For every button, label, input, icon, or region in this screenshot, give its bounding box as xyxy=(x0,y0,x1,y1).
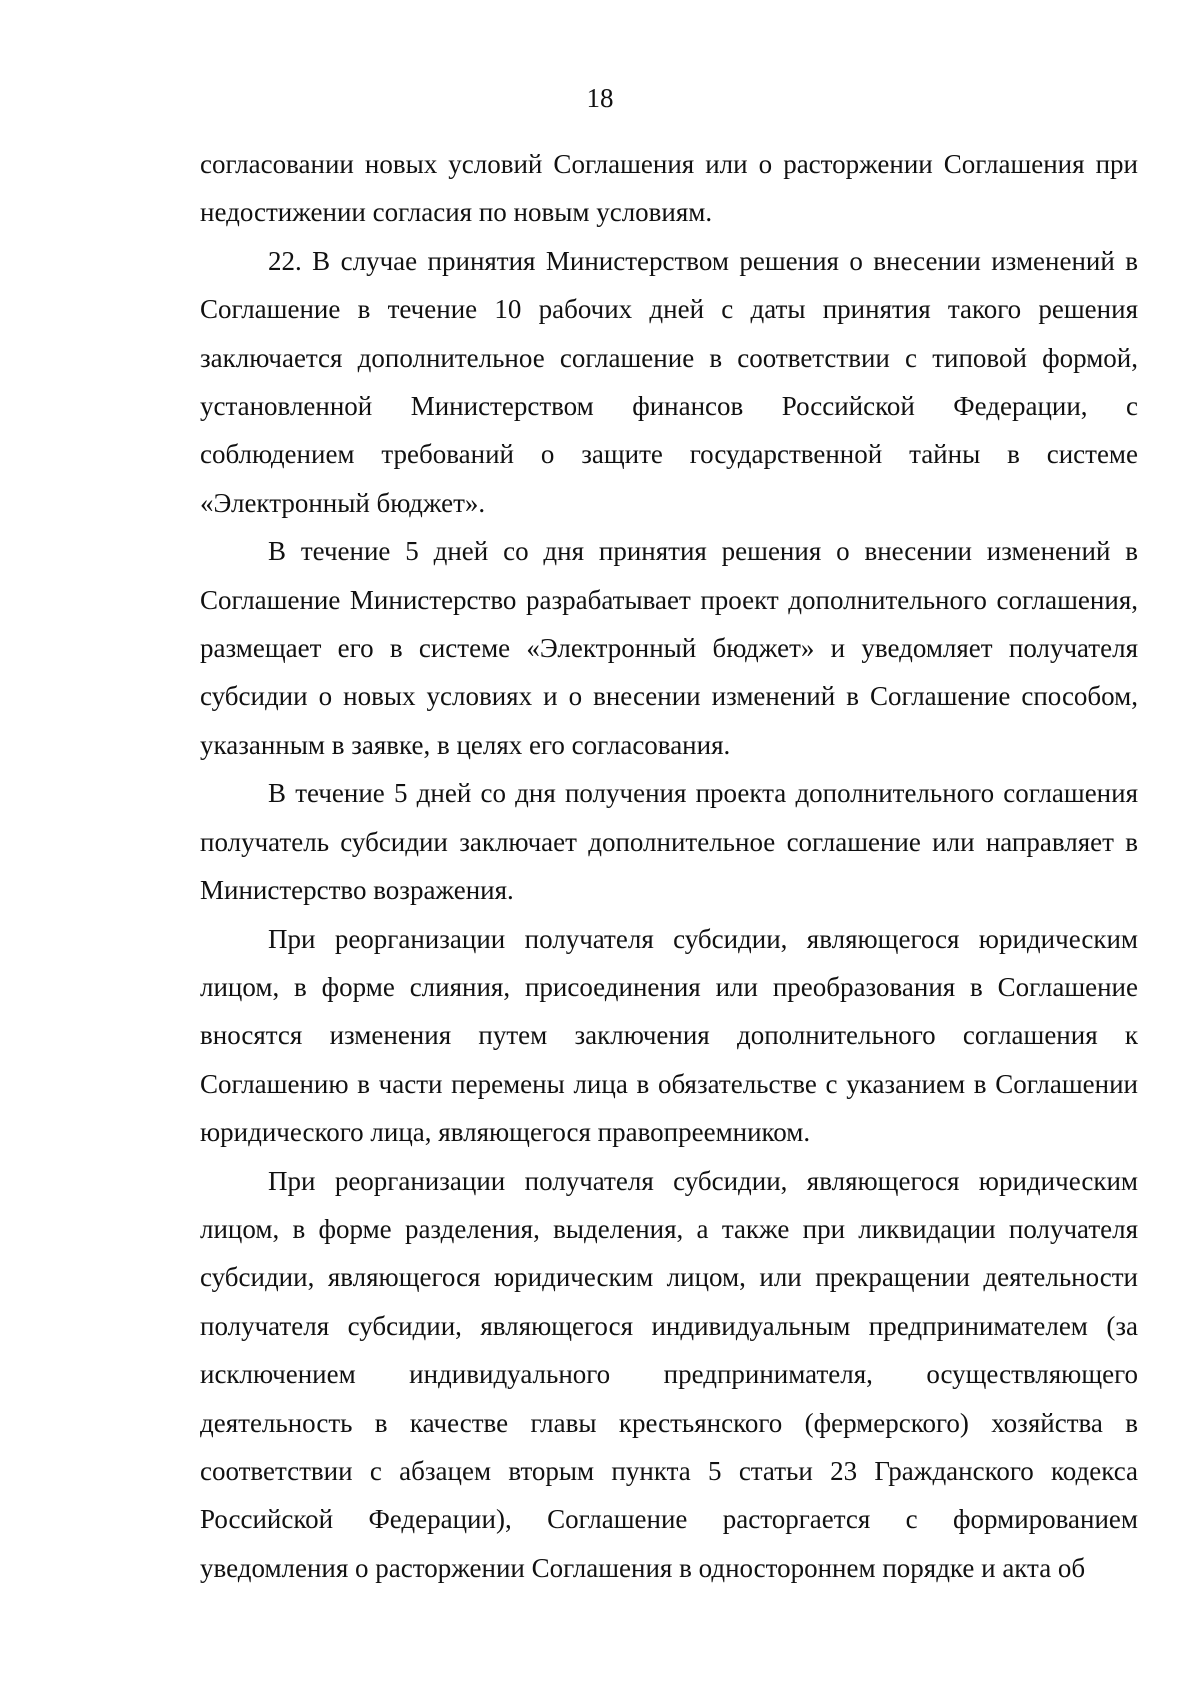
paragraph-reorganization-division: При реорганизации получателя субсидии, являющегося юридическим лицом, в форме разделения, выделения, а также при ликвидации получателя субсидии, являющегося юридическим лицом, или прекращении деятельности получателя субсидии, являющегося индивидуальным предпринимателем (за исключением индивидуального предпринимателя, осуществляющего деятельность в качестве главы крестьянского (фермерского) хозяйства в соответствии с абзацем вторым пункта 5 статьи 23 Гражданского кодекса Российской Федерации), Соглашение расторгается с формированием уведомления о расторжении Соглашения в одностороннем порядке и акта об xyxy=(200,1165,1138,1583)
page-number: 18 xyxy=(586,83,614,113)
paragraph-reorganization-merger: При реорганизации получателя субсидии, являющегося юридическим лицом, в форме слияния, присоединения или преобразования в Соглашение вносятся изменения путем заключения дополнительного соглашения к Соглашению в части перемены лица в обязательстве с указанием в Соглашении юридического лица, являющегося правопреемником. xyxy=(200,923,1138,1148)
paragraph-continuation: согласовании новых условий Соглашения или о расторжении Соглашения при недостижении согласия по новым условиям. xyxy=(200,149,1138,228)
paragraph-clause-22: 22. В случае принятия Министерством решения о внесении изменений в Соглашение в течение 10 рабочих дней с даты принятия такого решения заключается дополнительное соглашение в соответствии с типовой формой, установленной Министерством финансов Российской Федерации, с соблюдением требований о защите государственной тайны в системе «Электронный бюджет». xyxy=(200,245,1138,518)
document-body xyxy=(200,140,1138,1592)
paragraph-recipient-response: В течение 5 дней со дня получения проекта дополнительного соглашения получатель субсидии заключает дополнительное соглашение или направляет в Министерство возражения. xyxy=(200,778,1138,906)
paragraph-ministry-drafts-agreement: В течение 5 дней со дня принятия решения о внесении изменений в Соглашение Министерство разрабатывает проект дополнительного соглашения, размещает его в системе «Электронный бюджет» и уведомляет получателя субсидии о новых условиях и о внесении изменений в Соглашение способом, указанным в заявке, в целях его согласования. xyxy=(200,536,1138,760)
